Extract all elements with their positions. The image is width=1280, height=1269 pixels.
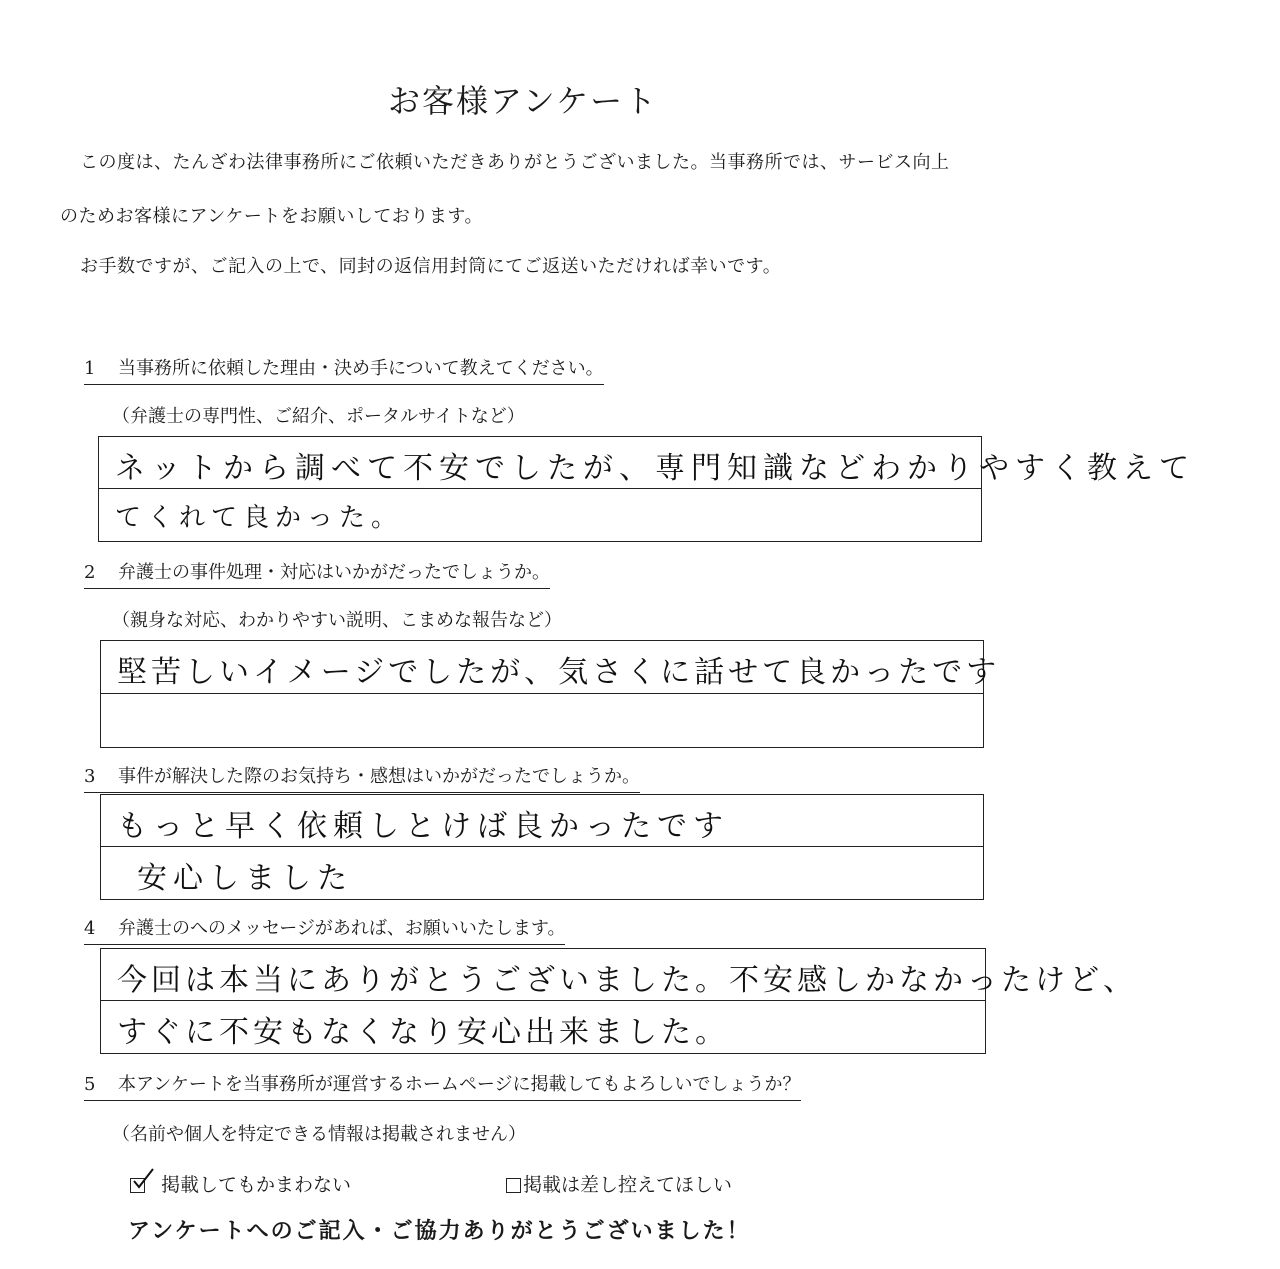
decline-checkbox[interactable]: [506, 1178, 521, 1193]
agree-checkbox[interactable]: [130, 1178, 145, 1193]
page-title: お客様アンケート: [388, 82, 659, 120]
agree-label: 掲載してもかまわない: [161, 1174, 352, 1196]
question-2-answer-box[interactable]: [100, 640, 1001, 748]
question-1-heading: [84, 354, 604, 385]
handwritten-answer: ネットから調べて不安でしたが、専門知識などわかりやすく教えて: [115, 451, 1195, 486]
handwritten-answer: てくれて良かった。: [115, 503, 404, 533]
question-number: 2: [84, 562, 96, 583]
intro-line-1: この度は、たんざわ法律事務所にご依頼いただきありがとうございました。当事務所では、サービス向上: [80, 152, 950, 173]
handwritten-answer: 堅苦しいイメージでしたが、気さくに話せて良かったです: [117, 655, 1001, 690]
intro-line-3: お手数ですが、ご記入の上で、同封の返信用封筒にてご返送いただければ幸いです。: [80, 256, 782, 277]
question-number: 5: [84, 1074, 96, 1095]
question-1-hint: （弁護士の専門性、ご紹介、ポータルサイトなど）: [112, 406, 525, 427]
question-number: 3: [84, 766, 96, 787]
question-4-answer-box[interactable]: [100, 948, 1137, 1054]
question-text: 事件が解決した際のお気持ち・感想はいかがだったでしょうか。: [118, 766, 640, 787]
check-mark-icon: [131, 1167, 157, 1193]
question-4-heading: [84, 914, 565, 945]
question-5-hint: （名前や個人を特定できる情報は掲載されません）: [112, 1124, 526, 1145]
question-number: 4: [84, 918, 96, 939]
handwritten-answer: すぐに不安もなくなり安心出来ました。: [117, 1015, 729, 1050]
question-2-heading: [84, 558, 550, 589]
consent-option-decline[interactable]: [506, 1170, 732, 1197]
handwritten-answer: もっと早く依頼しとけば良かったです: [117, 809, 729, 844]
closing-message: アンケートへのご記入・ご協力ありがとうございました！: [128, 1218, 751, 1244]
answer-line: [101, 795, 983, 847]
question-2-hint: （親身な対応、わかりやすい説明、こまめな報告など）: [112, 610, 562, 631]
question-text: 当事務所に依頼した理由・決め手について教えてください。: [118, 358, 604, 379]
decline-label: 掲載は差し控えてほしい: [523, 1174, 733, 1196]
question-1-answer-box[interactable]: [98, 436, 1195, 542]
question-3-answer-box[interactable]: [100, 794, 984, 900]
question-text: 弁護士の事件処理・対応はいかがだったでしょうか。: [118, 562, 550, 583]
question-text: 弁護士のへのメッセージがあれば、お願いいたします。: [118, 918, 566, 939]
question-3-heading: [84, 762, 640, 793]
intro-line-2: のためお客様にアンケートをお願いしております。: [60, 206, 483, 227]
answer-line: [101, 1001, 985, 1053]
answer-line: [101, 641, 1001, 694]
handwritten-answer: 今回は本当にありがとうございました。不安感しかなかったけど、: [117, 963, 1137, 998]
answer-line: [101, 847, 983, 899]
answer-line: [99, 489, 981, 541]
handwritten-answer: 安心しました: [137, 861, 353, 896]
consent-option-agree[interactable]: [130, 1170, 351, 1197]
answer-line: [101, 949, 1137, 1001]
question-5-heading: [84, 1070, 801, 1101]
question-text: 本アンケートを当事務所が運営するホームページに掲載してもよろしいでしょうか？: [118, 1074, 801, 1095]
answer-line: [101, 694, 983, 747]
answer-line: [99, 437, 1195, 489]
question-number: 1: [84, 358, 96, 379]
